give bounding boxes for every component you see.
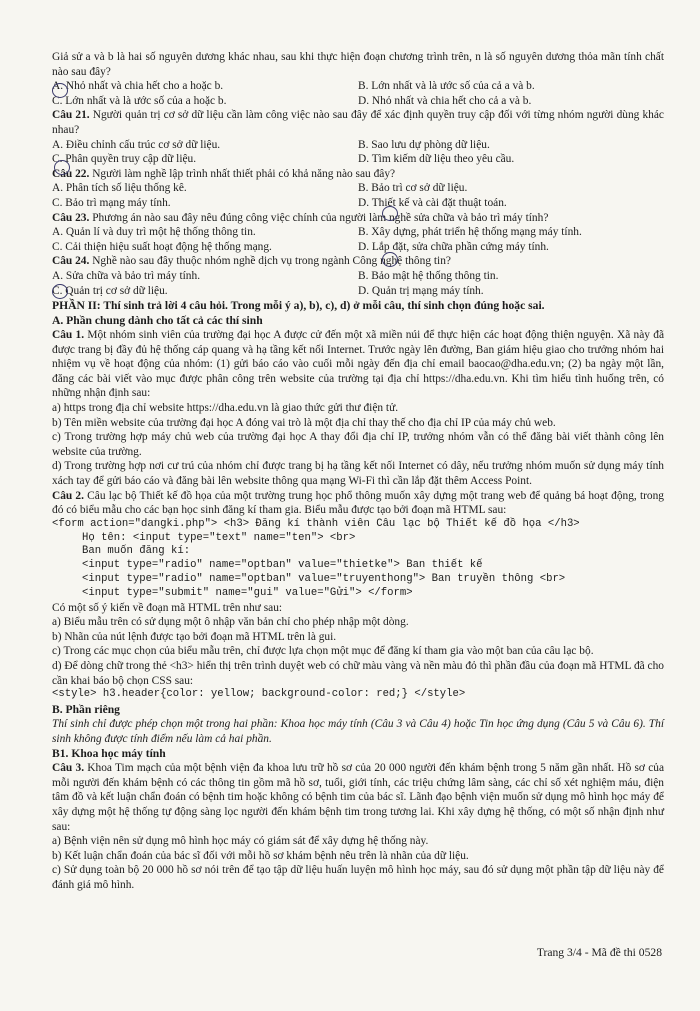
html-code-line: <input type="radio" name="optban" value="thietke"> Ban thiết kế — [82, 559, 483, 572]
question-21 — [52, 108, 664, 137]
q24-options-row-1 — [52, 269, 664, 284]
q22-options-row-2 — [52, 196, 664, 211]
statement-d: d) Để dòng chữ trong thẻ <h3> hiển thị trên trình duyệt web có chữ màu vàng và nền màu đỏ thì phần đầu của đoạn mã HTML đã cho cần khai báo bộ chọn CSS sau: — [52, 659, 664, 687]
option-b: B. Sao lưu dự phòng dữ liệu. — [358, 138, 490, 151]
question-number: Câu 21. — [52, 109, 90, 122]
section-a-title: A. Phần chung dành cho tất cả các thí sinh — [52, 314, 263, 328]
statement-b: b) Nhãn của nút lệnh được tạo bởi đoạn mã HTML trên là gui. — [52, 630, 337, 643]
intro-options-row-2 — [52, 94, 664, 109]
statement-a: a) Bệnh viện nên sử dụng mô hình học máy có giám sát để xây dựng hệ thống này. — [52, 835, 429, 848]
question-number: Câu 24. — [52, 255, 90, 268]
question-text: Khoa Tim mạch của một bệnh viện đa khoa lưu trữ hồ sơ của 20 000 người đến khám bệnh trong 5 năm gần nhất. Hồ sơ của mỗi người đến khám bệnh có các thông tin gồm mã hồ sơ, tuổi, giới tính, các triệu chứng lâm sàng, các chỉ số xét nghiệm máu, điện tâm đồ và kết luận chẩn đoán có bệnh tim hoặc không có bệnh tim của bác sĩ. Lãnh đạo bệnh viện muốn sử dụng mô hình học máy để xây dựng một hệ thống tự động sàng lọc người đến khám bệnh tim trong tương lai. Khi xây dựng hệ thống, có một số nhận định như sau: — [52, 762, 664, 833]
statement-a: a) Biểu mẫu trên có sử dụng một ô nhập văn bản chỉ cho phép nhập một dòng. — [52, 616, 409, 629]
question-number: Câu 1. — [52, 329, 85, 342]
question-22 — [52, 167, 664, 182]
html-code-line: Họ tên: <input type="text" name="ten"> <br> — [82, 531, 356, 544]
question-text: Người làm nghề lập trình nhất thiết phải có khả năng nào sau đây? — [92, 167, 396, 180]
question-number: Câu 3. — [52, 762, 85, 775]
answer-circle-mark — [52, 83, 68, 98]
part-2-title: PHẦN II: Thí sinh trả lời 4 câu hỏi. Trong mỗi ý a), b), c), d) ở mỗi câu, thí sinh chọn đúng hoặc sai. — [52, 299, 545, 313]
option-b: B. Bảo mật hệ thống thông tin. — [358, 269, 499, 282]
statement-d: d) Trong trường hợp nơi cư trú của nhóm chỉ được trang bị hạ tầng kết nối Internet có dây, nếu trưởng nhóm muốn sử dụng máy tính xách tay để gửi báo cáo và đăng bài lên website thông qua mạng Wi-Fi thì cần lắp đặt thêm Access Point. — [52, 460, 664, 488]
html-code-line: <form action="dangki.php"> <h3> Đăng kí thành viên Câu lạc bộ Thiết kế đồ họa </h3> — [52, 517, 580, 530]
option-c: C. Phân quyền truy cập dữ liệu. — [52, 153, 197, 166]
answer-circle-mark — [382, 206, 398, 221]
css-code-line: <style> h3.header{color: yellow; background-color: red;} </style> — [52, 688, 466, 701]
page-footer: Trang 3/4 - Mã đề thi 0528 — [536, 946, 662, 959]
option-a: A. Sửa chữa và bảo trì máy tính. — [52, 269, 201, 282]
intro-question-text: Giả sử a và b là hai số nguyên dương khác nhau, sau khi thực hiện đoạn chương trình trên, n là số nguyên dương thỏa mãn tính chất nào sau đây? — [52, 51, 664, 78]
question-text: Người quản trị cơ sở dữ liệu cần làm công việc nào sau đây để xác định quyền truy cập đối với từng nhóm người dùng khác nhau? — [52, 109, 664, 136]
statement-c: c) Trong trường hợp máy chủ web của trường đại học A thay đổi địa chỉ IP, trưởng nhóm vẫn có thể đăng bài viết thành công lên website của trường. — [52, 431, 664, 458]
option-a: A. Nhỏ nhất và chia hết cho a hoặc b. — [52, 80, 224, 93]
question-24 — [52, 254, 664, 269]
question-number: Câu 22. — [52, 167, 90, 180]
question-text: Phương án nào sau đây nêu đúng công việc chính của người làm nghề sửa chữa và bảo trì máy tính? — [92, 211, 549, 224]
option-d: D. Thiết kế và cài đặt thuật toán. — [358, 196, 507, 209]
html-code-line: Ban muốn đăng kí: — [82, 545, 191, 558]
statement-c: c) Trong các mục chọn của biểu mẫu trên, chỉ được lựa chọn một mục để đăng kí tham gia vào một ban của câu lạc bộ. — [52, 645, 594, 658]
option-c: C. Cải thiện hiệu suất hoạt động hệ thống mạng. — [52, 240, 272, 253]
part-b-title: B. Phần riêng — [52, 702, 120, 716]
statement-b: b) Kết luận chẩn đoán của bác sĩ đối với mỗi hồ sơ khám bệnh nêu trên là nhãn của dữ liệu. — [52, 849, 469, 862]
option-c: C. Quản trị cơ sở dữ liệu. — [52, 284, 168, 297]
option-d: D. Tìm kiếm dữ liệu theo yêu cầu. — [358, 153, 515, 166]
question-text: Một nhóm sinh viên của trường đại học A được cử đến một xã miền núi để thực hiện các hoạt động thiện nguyện. Xã này đã được trang bị đầy đủ hệ thống cáp quang và hạ tầng kết nối Internet. Trước ngày lên đường, Ban giám hiệu giao cho trưởng nhóm hai nhiệm vụ về hoạt động của nhóm: (1) gửi báo cáo vào cuối mỗi ngày đến địa chỉ email baocao@dha.edu.vn; (2) ba ngày một lần, đăng các bài viết vào mục được phân công trên website của trường tại địa chỉ https://dha.edu.vn. Khi tìm hiểu tình huống trên, có những nhận định sau: — [52, 329, 665, 400]
question-text: Nghề nào sau đây thuộc nhóm nghề dịch vụ trong ngành Công nghệ thông tin? — [92, 255, 451, 268]
part-b-note: Thí sinh chỉ được phép chọn một trong hai phần: Khoa học máy tính (Câu 3 và Câu 4) hoặc Tin học ứng dụng (Câu 5 và Câu 6). Thí sinh không được tính điểm nếu làm cả hai phần. — [52, 717, 664, 745]
html-code-line: <input type="radio" name="optban" value="truyenthong"> Ban truyền thông <br> — [82, 573, 566, 585]
option-a: A. Quản lí và duy trì một hệ thống thông tin. — [52, 226, 256, 239]
question-text: Câu lạc bộ Thiết kế đồ họa của một trường trung học phổ thông muốn xây dựng một trang web để quảng bá hoạt động, trong đó có biểu mẫu cho các bạn học sinh đăng kí tham gia. Biểu mẫu được tạo bởi đoạn mã HTML sau: — [52, 489, 664, 517]
q22-options-row-1 — [52, 181, 664, 196]
statement-c: c) Sử dụng toàn bộ 20 000 hồ sơ nói trên để tạo tập dữ liệu huấn luyện mô hình học máy, sau đó sử dụng một phần tập dữ liệu này để đánh giá mô hình. — [52, 864, 664, 891]
question-2 — [52, 489, 664, 518]
question-number: Câu 23. — [52, 211, 90, 224]
option-d: D. Quản trị mạng máy tính. — [358, 284, 484, 297]
question-3 — [52, 761, 664, 834]
answer-circle-mark — [382, 252, 398, 267]
question-1 — [52, 328, 664, 401]
statement-b: b) Tên miền website của trường đại học A đóng vai trò là một địa chỉ thay thế cho địa chỉ IP của máy chủ web. — [52, 416, 556, 429]
html-code-line: <input type="submit" name="gui" value="Gửi"> </form> — [82, 586, 413, 599]
answer-circle-mark — [54, 160, 70, 175]
question-number: Câu 2. — [52, 489, 84, 502]
opinions-intro: Có một số ý kiến về đoạn mã HTML trên như sau: — [52, 601, 283, 614]
option-a: A. Điều chỉnh cấu trúc cơ sở dữ liệu. — [52, 138, 221, 151]
question-23 — [52, 211, 664, 226]
option-d: D. Lắp đặt, sửa chữa phần cứng máy tính. — [358, 240, 549, 253]
option-b: B. Lớn nhất và là ước số của cả a và b. — [358, 80, 535, 93]
q21-options-row-2 — [52, 152, 664, 167]
option-c: C. Lớn nhất và là ước số của a hoặc b. — [52, 94, 227, 107]
option-d: D. Nhỏ nhất và chia hết cho cả a và b. — [358, 94, 532, 107]
option-b: B. Xây dựng, phát triển hệ thống mạng máy tính. — [358, 226, 582, 239]
option-b: B. Bảo trì cơ sở dữ liệu. — [358, 182, 468, 195]
q21-options-row-1 — [52, 138, 664, 153]
statement-a: a) https trong địa chỉ website https://dha.edu.vn là giao thức gửi thư điện tử. — [52, 402, 399, 415]
section-b1-title: B1. Khoa học máy tính — [52, 747, 166, 761]
intro-options-row-1 — [52, 79, 664, 94]
option-c: C. Bảo trì mạng máy tính. — [52, 196, 171, 209]
answer-circle-mark — [52, 284, 68, 299]
option-a: A. Phân tích số liệu thống kê. — [52, 182, 187, 195]
q24-options-row-2 — [52, 284, 664, 299]
q23-options-row-2 — [52, 240, 664, 255]
q23-options-row-1 — [52, 225, 664, 240]
